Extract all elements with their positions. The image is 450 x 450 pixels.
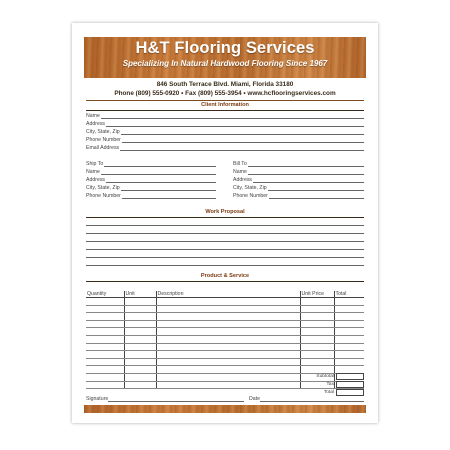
tax-box[interactable] bbox=[336, 381, 364, 388]
bill-address-field[interactable] bbox=[233, 176, 364, 183]
total-row bbox=[294, 389, 364, 396]
tax-row bbox=[294, 381, 364, 388]
table-row[interactable] bbox=[86, 320, 364, 328]
company-name: H&T Flooring Services bbox=[135, 39, 315, 57]
bill-to-field[interactable] bbox=[233, 160, 364, 167]
client-info-title: Client Information bbox=[201, 102, 249, 108]
product-service-title: Product & Service bbox=[200, 273, 250, 279]
table-row[interactable] bbox=[86, 305, 364, 313]
table-row[interactable] bbox=[86, 351, 364, 359]
ship-name-label: Name bbox=[86, 169, 100, 175]
company-address-block bbox=[72, 80, 378, 98]
bill-name-field[interactable] bbox=[233, 168, 364, 175]
table-row[interactable] bbox=[86, 328, 364, 336]
client-address-label: Address bbox=[86, 121, 106, 127]
table-row[interactable] bbox=[86, 335, 364, 343]
subtotal-row bbox=[294, 373, 364, 380]
order-form-sheet bbox=[72, 23, 378, 423]
table-row[interactable] bbox=[86, 343, 364, 351]
col-description: Description bbox=[156, 291, 300, 298]
total-box[interactable] bbox=[336, 389, 364, 396]
bill-name-label: Name bbox=[233, 169, 247, 175]
proposal-line[interactable] bbox=[86, 257, 364, 258]
signature-label: Signature bbox=[86, 396, 109, 402]
ship-to-label: Ship To bbox=[86, 161, 104, 167]
company-tagline: Specializing In Natural Hardwood Flooring Since 1967 bbox=[122, 59, 328, 68]
proposal-line[interactable] bbox=[86, 225, 364, 226]
company-contact: Phone (809) 555-0920 • Fax (809) 555-3954 • www.hcflooringservices.com bbox=[114, 90, 336, 97]
client-city-label: City, State, Zip bbox=[86, 129, 120, 135]
date-label: Date bbox=[249, 396, 260, 402]
client-name-field[interactable] bbox=[86, 112, 364, 119]
ship-name-field[interactable] bbox=[86, 168, 216, 175]
ship-address-label: Address bbox=[86, 177, 106, 183]
client-name-label: Name bbox=[86, 113, 100, 119]
ship-city-label: City, State, Zip bbox=[86, 185, 120, 191]
bill-city-field[interactable] bbox=[233, 184, 364, 191]
ship-to-field[interactable] bbox=[86, 160, 216, 167]
footer-wood-strip bbox=[84, 405, 366, 413]
client-phone-field[interactable] bbox=[86, 136, 364, 143]
col-quantity: Quantity bbox=[86, 291, 124, 298]
subtotal-label: Subtotal bbox=[316, 373, 334, 379]
bill-to-label: Bill To bbox=[233, 161, 247, 167]
col-unit: Unit bbox=[124, 291, 156, 298]
bill-city-label: City, State, Zip bbox=[233, 185, 267, 191]
tax-label: Tax bbox=[326, 381, 334, 387]
col-total: Total bbox=[334, 291, 364, 298]
bill-phone-label: Phone Number bbox=[233, 193, 268, 199]
signature-field[interactable] bbox=[86, 396, 244, 402]
client-city-field[interactable] bbox=[86, 128, 364, 135]
proposal-line[interactable] bbox=[86, 249, 364, 250]
proposal-line[interactable] bbox=[86, 233, 364, 234]
table-row[interactable] bbox=[86, 298, 364, 306]
total-label: Total bbox=[323, 389, 334, 395]
work-proposal-divider bbox=[86, 217, 364, 218]
header-rule bbox=[86, 100, 364, 101]
ship-phone-label: Phone Number bbox=[86, 193, 121, 199]
proposal-line[interactable] bbox=[86, 241, 364, 242]
date-field[interactable] bbox=[249, 396, 364, 402]
header-banner bbox=[84, 37, 366, 78]
proposal-line[interactable] bbox=[86, 265, 364, 266]
ship-phone-field[interactable] bbox=[86, 192, 216, 199]
subtotal-box[interactable] bbox=[336, 373, 364, 380]
company-address: 846 South Terrace Blvd. Miami, Florida 33180 bbox=[156, 81, 294, 88]
ship-city-field[interactable] bbox=[86, 184, 216, 191]
table-row[interactable] bbox=[86, 313, 364, 321]
bill-address-label: Address bbox=[233, 177, 253, 183]
product-service-divider bbox=[86, 281, 364, 282]
ship-address-field[interactable] bbox=[86, 176, 216, 183]
col-unit-price: Unit Price bbox=[300, 291, 334, 298]
client-email-label: Email Address bbox=[86, 145, 120, 151]
client-address-field[interactable] bbox=[86, 120, 364, 127]
work-proposal-title: Work Proposal bbox=[205, 209, 245, 215]
client-phone-label: Phone Number bbox=[86, 137, 121, 143]
client-info-divider bbox=[86, 110, 364, 111]
bill-phone-field[interactable] bbox=[233, 192, 364, 199]
client-email-field[interactable] bbox=[86, 144, 364, 151]
table-row[interactable] bbox=[86, 358, 364, 366]
